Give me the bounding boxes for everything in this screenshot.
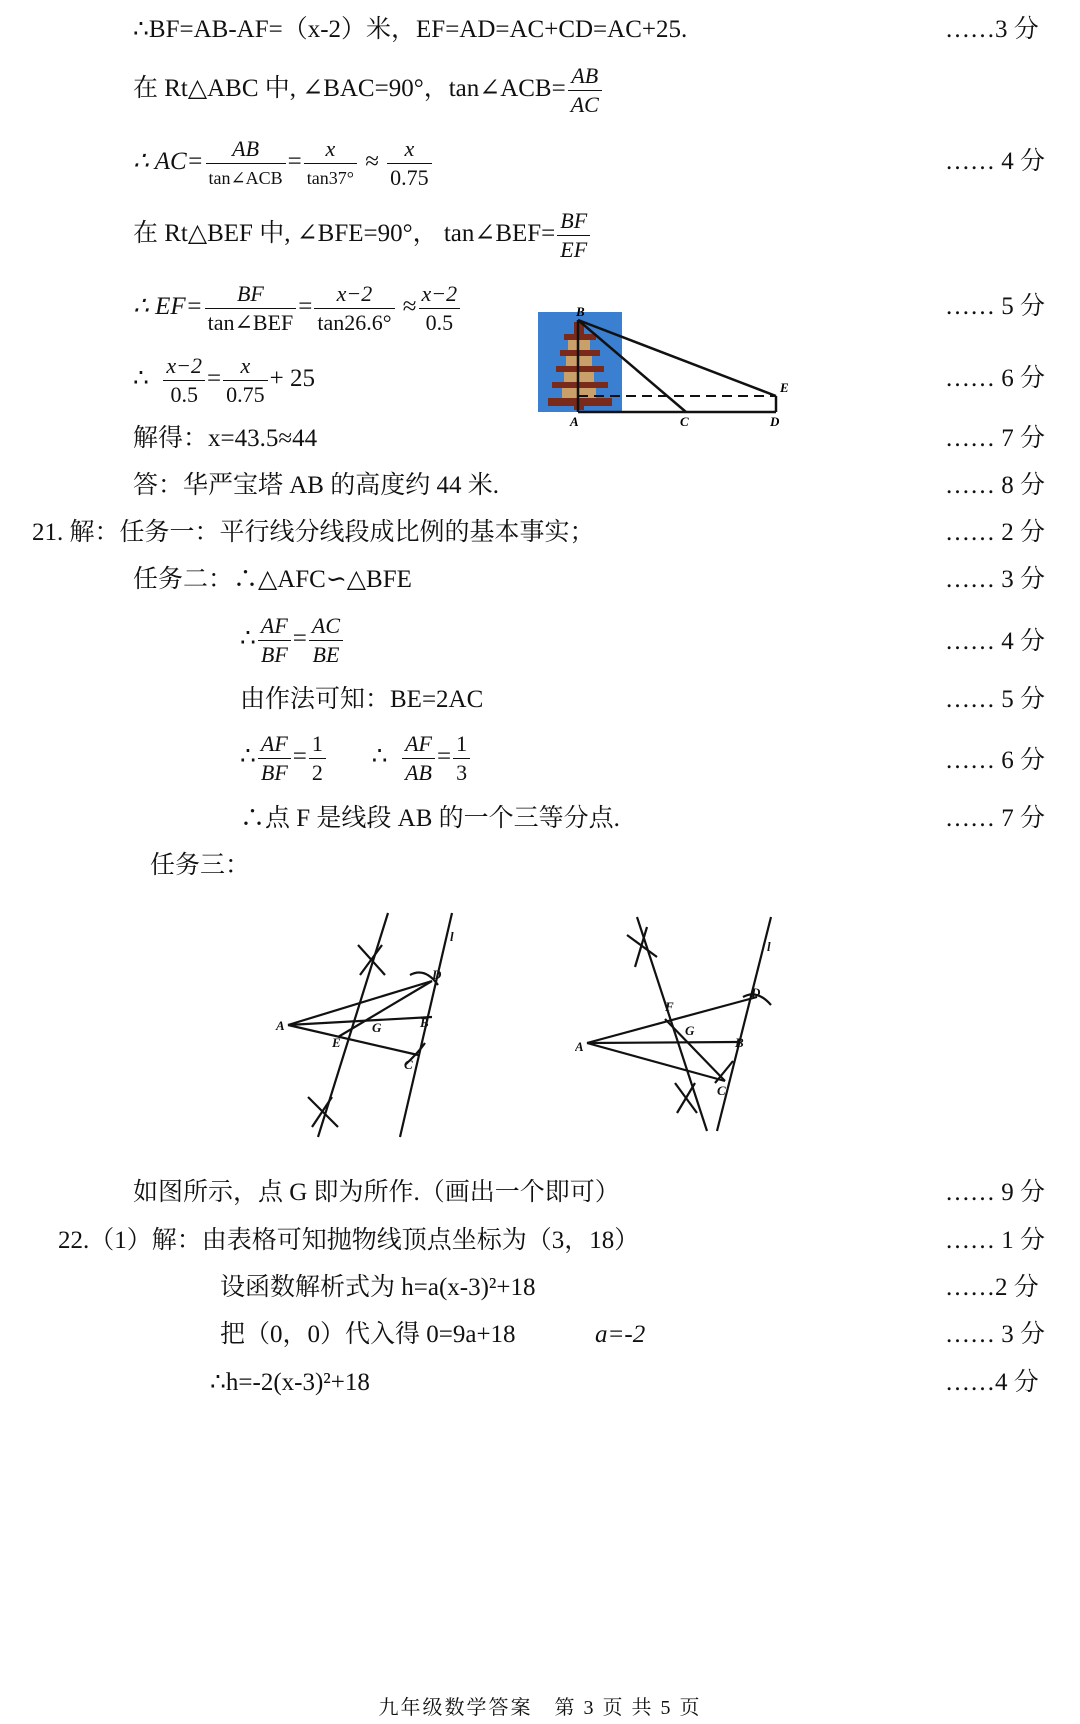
step-ac-value: ∴ AC= $\frac{AB}{\text{tan∠ACB}}$ = $\frac{x}{\tan 37^\circ}$ ≈ $\frac{x}{0.75}$ <box>133 135 434 192</box>
fraction-af-bf-2: $\frac{AF}{BF}$ <box>258 730 291 787</box>
points-6: …… 6 分 <box>945 365 1046 392</box>
fig-right-label-F: F <box>665 999 674 1014</box>
points-q21-7: …… 7 分 <box>945 805 1046 832</box>
fraction-af-bf: $\frac{AF}{BF}$ <box>258 612 291 669</box>
step-ef-value: ∴ EF= $\frac{BF}{\text{tan∠BEF}}$ = $\frac{x-2}{\tan 26.6^\circ}$ ≈ $\frac{x-2}{0.5}$ <box>133 280 462 337</box>
fraction-1-3: $\frac{1}{3}$ <box>453 730 470 787</box>
label-C: C <box>680 414 689 429</box>
points-8: …… 8 分 <box>945 472 1046 499</box>
fraction-ab-ac: $\frac{AB}{AC}$ <box>568 62 602 119</box>
points-5: …… 5 分 <box>945 293 1046 320</box>
q22-result: ∴h=-2(x-3)²+18 <box>210 1369 370 1396</box>
fig-left-label-G: G <box>372 1020 382 1035</box>
points-q21-9: …… 9 分 <box>945 1179 1046 1206</box>
fig-left-label-C: C <box>404 1057 413 1072</box>
points-q21-6: …… 6 分 <box>945 747 1046 774</box>
fraction-ac-be: $\frac{AC}{BE}$ <box>309 612 343 669</box>
step-as-shown: 如图所示，点 G 即为所作.（画出一个即可） <box>133 1179 620 1206</box>
points-q21-4: …… 4 分 <box>945 628 1046 655</box>
points-q21-2: …… 2 分 <box>945 519 1046 546</box>
q21-task2: 任务二：∴△AFC∽△BFE <box>133 566 412 593</box>
fig-right-label-D: D <box>751 985 761 1000</box>
construction-figure-left <box>270 905 510 1145</box>
step-tan-acb <box>133 62 604 119</box>
points-q21-5: …… 5 分 <box>945 686 1046 713</box>
fraction-ab-tan: $\frac{AB}{\text{tan∠ACB}}$ <box>206 135 286 192</box>
construction-figure-right <box>575 905 805 1145</box>
points-q21-3: …… 3 分 <box>945 566 1046 593</box>
answer-20: 答：华严宝塔 AB 的高度约 44 米. <box>133 472 499 499</box>
q22-set-function: 设函数解析式为 h=a(x-3)²+18 <box>220 1274 536 1301</box>
points-4: …… 4 分 <box>945 148 1046 175</box>
step-tan-bef: 在 Rt△BEF 中, ∠BFE=90°， tan∠BEF= $\frac{BF}{EF}$ <box>133 207 592 264</box>
fig-right-label-A: A <box>575 1039 584 1054</box>
q21-task1: 21. 解：任务一：平行线分线段成比例的基本事实； <box>32 519 595 546</box>
fig-left-label-l: l <box>450 929 454 944</box>
label-A: A <box>570 414 579 429</box>
points-3: ……3 分 <box>945 16 1039 43</box>
fig-right-label-G: G <box>685 1023 695 1038</box>
pagoda-figure <box>530 300 810 440</box>
fig-right-label-l: l <box>767 939 771 954</box>
page-footer: 九年级数学答案 第 3 页 共 5 页 <box>378 1697 702 1719</box>
points-q22-3: …… 3 分 <box>945 1321 1046 1348</box>
step-bf-ef: ∴BF=AB-AF=（x-2）米，EF=AD=AC+CD=AC+25. <box>133 16 688 43</box>
fraction-xm2-tan266: $\frac{x-2}{\tan 26.6^\circ}$ <box>314 280 394 337</box>
fraction-xm2-05: $\frac{x-2}{0.5}$ <box>419 280 461 337</box>
label-B: B <box>576 304 585 319</box>
label-E: E <box>780 380 789 395</box>
fraction-eq-right: $\frac{x}{0.75}$ <box>223 352 268 409</box>
fraction-af-ab: $\frac{AF}{AB}$ <box>402 730 435 787</box>
step-equation: ∴ $\frac{x-2}{0.5}$ = $\frac{x}{0.75}$ + 25 <box>133 353 315 407</box>
q21-task3: 任务三： <box>150 852 251 879</box>
q22-a-value: a=-2 <box>595 1321 646 1348</box>
label-D: D <box>770 414 780 429</box>
fraction-x-075: $\frac{x}{0.75}$ <box>387 135 432 192</box>
fig-right-label-B: B <box>735 1035 744 1050</box>
fraction-x-tan37: $\frac{x}{\tan 37^\circ}$ <box>304 135 357 192</box>
points-q22-4: ……4 分 <box>945 1369 1039 1396</box>
fig-left-label-E: E <box>332 1035 341 1050</box>
step-ratios: ∴ $\frac{AF}{BF}$ = $\frac{1}{2}$ ∴ $\frac{AF}{AB}$ = $\frac{1}{3}$ <box>240 730 472 787</box>
step-af-bf-ratio: ∴ $\frac{AF}{BF}$ = $\frac{AC}{BE}$ <box>240 612 345 669</box>
points-q22-1: …… 1 分 <box>945 1227 1046 1254</box>
step-trisect: ∴点 F 是线段 AB 的一个三等分点. <box>240 805 620 832</box>
fig-left-label-D: D <box>432 967 442 982</box>
points-q22-2: ……2 分 <box>945 1274 1039 1301</box>
fig-left-label-B: B <box>420 1015 429 1030</box>
fraction-1-2: $\frac{1}{2}$ <box>309 730 326 787</box>
fraction-bf-tan: $\frac{BF}{\text{tan∠BEF}}$ <box>205 280 297 337</box>
fraction-eq-left: $\frac{x-2}{0.5}$ <box>163 352 205 409</box>
tan-acb-text: 在 Rt△ABC 中, ∠BAC=90°，tan∠ACB= <box>133 75 566 103</box>
fig-right-label-C: C <box>717 1083 726 1098</box>
fraction-bf-ef: $\frac{BF}{EF}$ <box>557 207 590 264</box>
q22-vertex: 22.（1）解：由表格可知抛物线顶点坐标为（3，18） <box>58 1227 640 1254</box>
step-construction: 由作法可知：BE=2AC <box>240 686 484 713</box>
fig-left-label-A: A <box>276 1018 285 1033</box>
q22-substitute: 把（0，0）代入得 0=9a+18 <box>220 1321 516 1348</box>
step-solve: 解得：x=43.5≈44 <box>133 425 318 452</box>
points-7: …… 7 分 <box>945 425 1046 452</box>
